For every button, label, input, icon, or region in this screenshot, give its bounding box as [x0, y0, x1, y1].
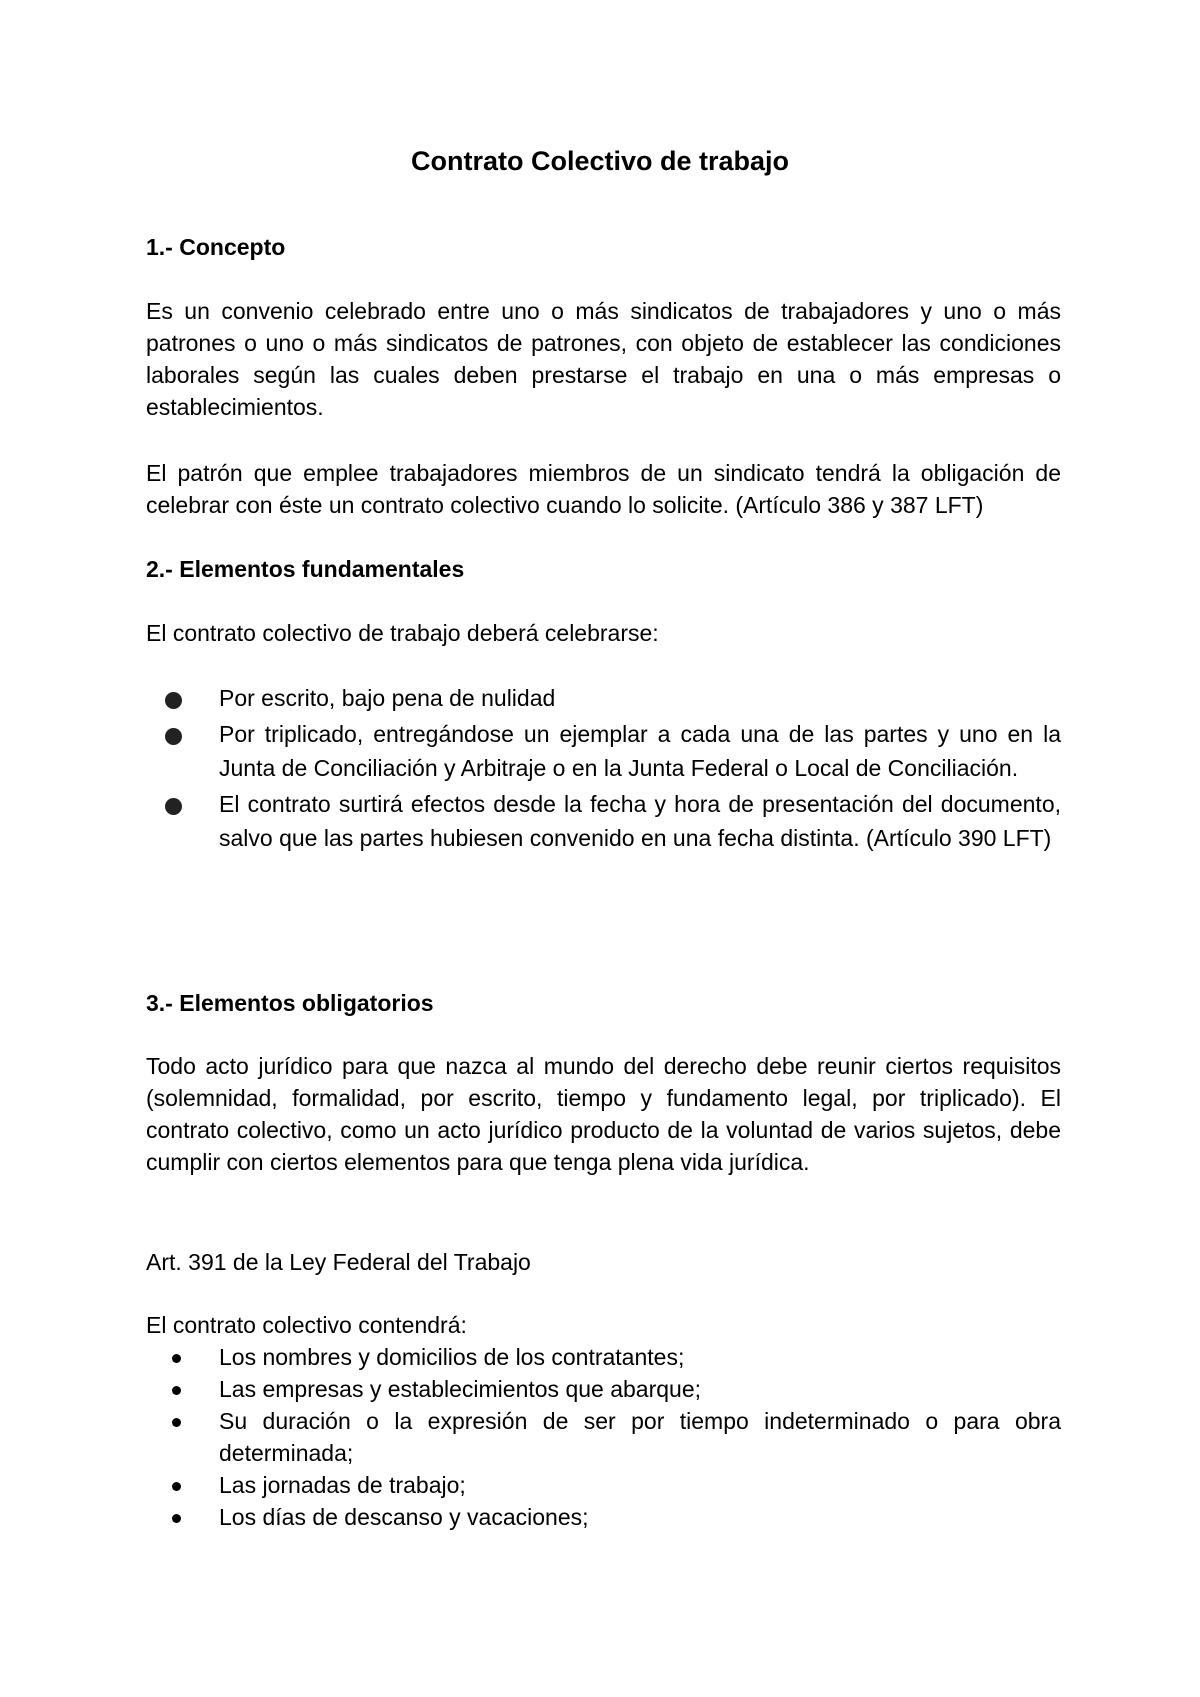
list-item	[146, 1341, 1061, 1373]
list-item-text: Su duración o la expresión de ser por tiempo indeterminado o para obra determinada;	[219, 1408, 1061, 1466]
section-2-heading: 2.- Elementos fundamentales	[146, 556, 465, 582]
section-3-paragraph-1: Todo acto jurídico para que nazca al mundo del derecho debe reunir ciertos requisitos (solemnidad, formalidad, por escrito, tiempo y fundamento legal, por triplicado). El contrato colectivo, como un acto jurídico producto de la voluntad de varios sujetos, debe cumplir con ciertos elementos para que tenga plena vida jurídica.	[146, 1053, 1061, 1175]
mandatory-elements-list	[146, 1341, 1061, 1533]
bullet-icon	[172, 1386, 181, 1395]
bullet-icon	[165, 728, 182, 745]
list-item	[146, 717, 1061, 785]
list-item-text: Los días de descanso y vacaciones;	[219, 1504, 589, 1530]
section-1-heading: 1.- Concepto	[146, 234, 286, 260]
list-item-text: Por triplicado, entregándose un ejemplar a cada una de las partes y uno en la Junta de Conciliación y Arbitraje o en la Junta Federal o Local de Conciliación.	[219, 721, 1061, 781]
list-item	[146, 787, 1061, 855]
bullet-icon	[172, 1418, 181, 1427]
list-item-text: Los nombres y domicilios de los contratantes;	[219, 1344, 685, 1370]
fundamental-elements-list	[146, 681, 1061, 857]
list-item-text: Las jornadas de trabajo;	[219, 1472, 466, 1498]
list-item-text: El contrato surtirá efectos desde la fecha y hora de presentación del documento, salvo que las partes hubiesen convenido en una fecha distinta. (Artículo 390 LFT)	[219, 791, 1061, 851]
list-item	[146, 1469, 1061, 1501]
section-1-paragraph-1: Es un convenio celebrado entre uno o más sindicatos de trabajadores y uno o más patrones o uno o más sindicatos de patrones, con objeto de establecer las condiciones laborales según las cuales deben prestarse el trabajo en una o más empresas o establecimientos.	[146, 298, 1061, 420]
bullet-icon	[172, 1514, 181, 1523]
document-title: Contrato Colectivo de trabajo	[410, 146, 790, 176]
section-1-paragraph-2: El patrón que emplee trabajadores miembros de un sindicato tendrá la obligación de celebrar con éste un contrato colectivo cuando lo solicite. (Artículo 386 y 387 LFT)	[146, 460, 1061, 518]
list-item	[146, 681, 1061, 715]
list-item	[146, 1373, 1061, 1405]
bullet-icon	[165, 798, 182, 815]
bullet-icon	[172, 1482, 181, 1491]
article-reference: Art. 391 de la Ley Federal del Trabajo	[146, 1249, 531, 1275]
list-item-text: Las empresas y establecimientos que abarque;	[219, 1376, 702, 1402]
section-3-intro: El contrato colectivo contendrá:	[146, 1312, 467, 1338]
bullet-icon	[172, 1354, 181, 1363]
section-3-heading: 3.- Elementos obligatorios	[146, 990, 434, 1016]
section-2-intro: El contrato colectivo de trabajo deberá celebrarse:	[146, 620, 659, 646]
list-item	[146, 1501, 1061, 1533]
list-item	[146, 1405, 1061, 1469]
bullet-icon	[165, 692, 182, 709]
list-item-text: Por escrito, bajo pena de nulidad	[219, 685, 556, 711]
